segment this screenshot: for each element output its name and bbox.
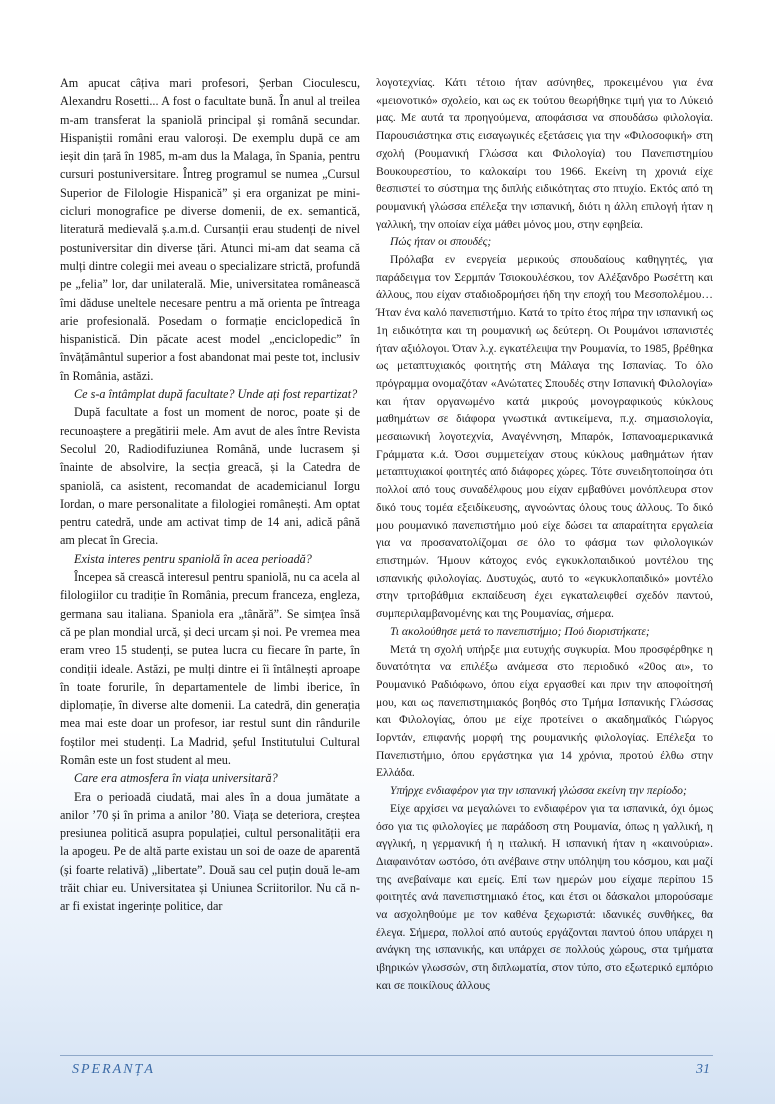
paragraph-answer: Πρόλαβα εν ενεργεία μερικούς σπουδαίους καθηγητές, για παράδειγμα τον Σερμπάν Τσιοκουλέσκου, τον Αλέξανδρο Ρωσέττη και άλλους, που είχαν σταδιοδρομήσει ήδη την εποχή του Μεσοπολέμου…Ήταν ένα καλό πανεπιστήμιο. Κατά το τρίτο έτος πήρα την ισπανική ως 1η ειδικότητα και τη ρουμανική ως δεύτερη. Οι Ρουμάνοι ισπανιστές ήταν αξιόλογοι. Όταν λ.χ. εγκατέλειψα την Ρουμανία, το 1985, βρέθηκα ως μεταπτυχιακός φοιτητής στη Μάλαγα της Ισπανίας. Το όλο πρόγραμμα ονομαζόταν «Ανώτατες Σπουδές στην Ισπανική Φιλολογία» και ήταν οργανωμένο κατά μικρούς μονογραφικούς κύκλους μαθημάτων σε διάφορα γνωστικά αντικείμενα, π.χ. σημασιολογία, μεσαιωνική λογοτεχνία, Αναγέννηση, Μπαρόκ, Ισπανοαμερικανικά Γράμματα κ.ά. Όσοι συμμετείχαν στους κύκλους μαθημάτων ήταν μεταπτυχιακοί φοιτητές από διάφορες χώρες. Τότε συνειδητοποίησα ότι πολλοί από τους συναδέλφους μου είχαν εμβαθύνει μονόπλευρα στον δικό τους τομέα εξειδίκευσης, αγνοώντας όλους τους άλλους. Το δικό μου ρουμανικό πανεπιστήμιο μού είχε δώσει τα απαραίτητα εργαλεία για να προσανατολίζομαι σε όλο το φάσμα των φιλολογικών επιστημών. Ήμουν κάτοχος ενός εγκυκλοπαιδικού μοντέλου της ισπανικής φιλολογίας. Δυστυχώς, αυτό το «εγκυκλοπαιδικό» μοντέλο στην τριτοβάθμια εκπαίδευση έχει εγκαταλειφθεί σχεδόν παντού, συμπεριλαμβανομένης και της Ρουμανίας, σήμερα.: [376, 253, 713, 621]
magazine-name: SPERANȚA: [72, 1062, 155, 1077]
paragraph-answer: După facultate a fost un moment de noroc, poate și de recunoaștere a pregătirii mele. Am avut de ales între Revista Secolul 20, Radiodifuziunea Română, unde lucrasem și înainte de absolvire, la secția greacă, și la Catedra de spaniolă, ca asistent, recomandat de academicianul Iorgu Iordan, o mare personalitate a filologiei românești. Am optat pentru catedră, unde am activat timp de 14 ani, adică până am plecat în Grecia.: [60, 405, 360, 548]
interview-question: Τι ακολούθησε μετά το πανεπιστήμιο; Πού διοριστήκατε;: [390, 624, 650, 638]
page-number: 31: [696, 1062, 710, 1077]
interview-question: Care era atmosfera în viața universitară?: [74, 771, 278, 786]
footer-rule: [60, 1055, 713, 1056]
paragraph-answer: Μετά τη σχολή υπήρξε μια ευτυχής συγκυρία. Μου προσφέρθηκε η δυνατότητα να επιλέξω ανάμεσα στο περιοδικό «20ος αι», το Ρουμανικό Ραδιόφωνο, όπου είχα εργασθεί και πριν την αποφοίτησή μου, και ως πανεπιστημιακός βοηθός στο Τμήμα Ισπανικής Γλώσσας και Φιλολογίας, όπου με είχε προτείνει ο ακαδημαϊκός Γιώργος Ιορντάν, επιφανής μορφή της ρουμανικής φιλολογίας. Επέλεξα το Πανεπιστήμιο, όπου εργάστηκα για 14 χρόνια, προτού έλθω στην Ελλάδα.: [376, 642, 713, 780]
paragraph-continuation: λογοτεχνίας. Κάτι τέτοιο ήταν ασύνηθες, προκειμένου για ένα «μειονοτικό» σχολείο, και ως εκ τούτου θεωρήθηκε τιμή για το Λύκειό μας. Με αυτά τα προηγούμενα, αποφάσισα να σπουδάσω φιλολογία. Παρουσιάστηκα στις εισαγωγικές εξετάσεις για την «Φιλοσοφική» στη σχολή (Ρουμανική Γλώσσα και Φιλολογία) του Πανεπιστημίου Βουκουρεστίου, το καλοκαίρι του 1966. Εκείνη τη χρονιά είχε θεσπιστεί το σύστημα της διπλής ειδικότητας στο πτυχίο. Εκτός από τη ρουμανική γλώσσα επέλεξα την ισπανική, διότι η άλλη επιλογή ήταν η γαλλική, την οποίαν είχα μάθει μόνος μου, στην εφηβεία.: [376, 76, 713, 231]
left-column-romanian: [60, 74, 360, 916]
interview-question: Πώς ήταν οι σπουδές;: [390, 235, 492, 249]
paragraph-answer: Am apucat câțiva mari profesori, Șerban Cioculescu, Alexandru Rosetti... A fost o facultate bună. În anul al treilea m-am transferat la spaniolă principal și română secundar. Hispaniștii români erau valoroși. De exemplu după ce am ieșit din țară în 1985, m-am dus la Malaga, în Spania, pentru cursuri postuniversitare. Întreg programul se numea „Cursul Superior de Filologie Hispanică” și era organizat pe mini-cicluri monografice pe diverse domenii, de ex. semantică, literatură medievală ș.a.m.d. Cursanții erau studenți de nivel postuniversitar din diverse țări. Atunci mi-am dat seama că mulți dintre colegii mei aveau o specializare strictă, profundă pe „felia” lor, dar unilaterală. Mie, universitatea românească îmi dăduse uneltele necesare pentru a mă orienta pe întreaga arie profesională. Posedam o formație enciclopedică în hispanistică. Din păcate acest model „enciclopedic” în învățământul superior a fost abandonat mai peste tot, inclusiv în România, astăzi.: [60, 76, 360, 383]
interview-question: Υπήρχε ενδιαφέρον για την ισπανική γλώσσα εκείνη την περίοδο;: [390, 784, 687, 798]
right-column-greek: [376, 74, 713, 995]
paragraph-answer: Era o perioadă ciudată, mai ales în a doua jumătate a anilor ’70 și în prima a anilor ’80. Viața se deteriora, creștea presiunea politică asupra populației, cultul personalității era la apogeu. Pe de altă parte existau un soi de oaze de aparentă (și foarte relativă) „libertate”. Două sau cel puțin două le-am trăit chiar eu. Universitatea și Uniunea Scriitorilor. Nu că n-ar fi existat ingerințe politice, dar: [60, 789, 360, 914]
interview-question: Ce s-a întâmplat după facultate? Unde ați fost repartizat?: [74, 387, 358, 402]
interview-question: Exista interes pentru spaniolă în acea perioadă?: [74, 551, 312, 566]
paragraph-answer: Είχε αρχίσει να μεγαλώνει το ενδιαφέρον για τα ισπανικά, όχι όμως όσο για τις φιλολογίες με παράδοση στη Ρουμανία, όπως η γαλλική, η αγγλική, η γερμανική ή η ιταλική. Η ισπανική ήταν η «καινούρια». Διαφαινόταν ωστόσο, ότι ανέβαινε στην υπόληψη του κόσμου, και μαζί της ανεβαίναμε και εμείς. Επί των ημερών μου είχαμε περίπου 15 φοιτητές ανά πανεπιστημιακό έτος, και έτσι οι δάσκαλοι μπορούσαμε να ασχοληθούμε με τον καθένα ξεχωριστά: ιδανικές συνθήκες, θα έλεγα. Σήμερα, πολλοί από αυτούς εργάζονται παντού όπου υπάρχει η ανάγκη της ισπανικής, και υπάρχει σε πολλούς χώρους, στα τμήματα ιβηρικών γλωσσών, στη διπλωματία, στον τύπο, στο εξωτερικό εμπόριο και σε ποικίλους άλλους: [376, 801, 713, 992]
paragraph-answer: Începea să crească interesul pentru spaniolă, nu ca acela al filologiilor cu tradiție în România, precum franceza, engleza, germana sau italiana. Spaniola era „tânără”. Se simțea însă că pe plan mondial urcă, și deci urcam și noi. Pe vremea mea eram vreo 15 studenți, se putea lucra cu fiecare în parte, în condiții ideale. Astăzi, pe mulți dintre ei îi întâlnești aproape în toate forurile, în departamentele de limbi iberice, în diplomație, în diverse alte domenii. La catedră, din generația mea mai este doar un profesor, iar restul sunt din rândurile foștilor mei studenți. La Madrid, șeful Institutului Cultural Român este un fost student al meu.: [60, 570, 360, 767]
